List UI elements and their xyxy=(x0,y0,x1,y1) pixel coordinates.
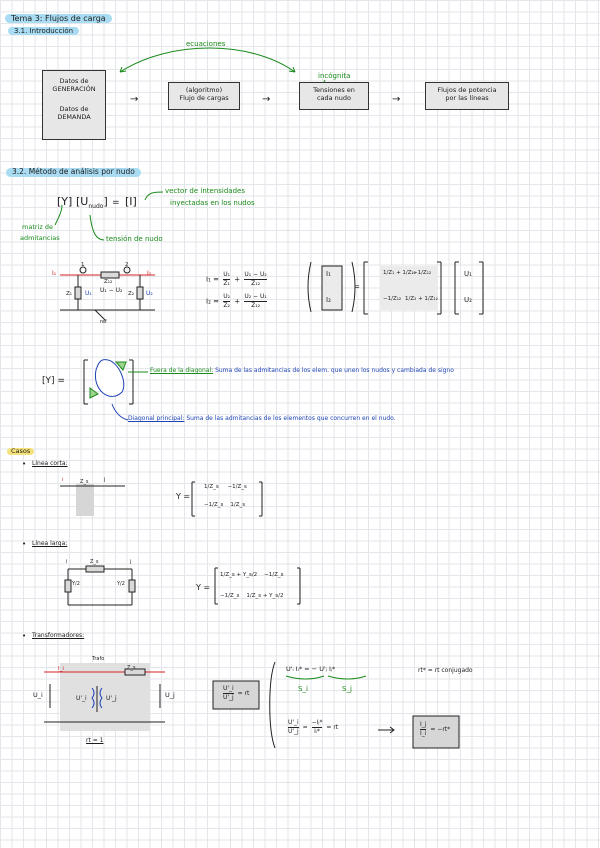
trafo-Uj-prime: U'_j xyxy=(106,695,117,702)
tension-label: tensión de nudo xyxy=(106,235,163,243)
eq1-frac1-den: Z₁ xyxy=(223,280,230,287)
eq2-frac2-num: U₂ − U₁ xyxy=(244,293,267,300)
trafo-current-ratio xyxy=(418,722,450,737)
eq1-frac2 xyxy=(244,272,266,287)
vector-U-sub: nudo xyxy=(88,203,104,211)
arrow-3: → xyxy=(392,94,401,105)
circuit-Z12: Z₁₂ xyxy=(104,279,113,285)
trafo-Uj: U_j xyxy=(165,691,175,699)
linea-larga-label xyxy=(32,541,67,548)
lc-Zs: Z_s xyxy=(80,479,89,485)
eq-row-1 xyxy=(206,272,269,287)
circuit-I1: I₁ xyxy=(52,270,57,277)
circuit-U1mU2: U₁ − U₂ xyxy=(100,287,123,294)
page-title: Tema 3: Flujos de carga xyxy=(5,14,112,23)
trafo-Ii: I_i xyxy=(58,666,64,672)
transformadores-text: Transformadores: xyxy=(32,632,85,639)
vector-U-label: [U xyxy=(76,195,89,208)
ecuaciones-label: ecuaciones xyxy=(186,40,226,48)
ll-j: j xyxy=(130,559,132,565)
eq1-frac2-num: U₁ − U₂ xyxy=(244,271,267,278)
circuit-U1: U₁ xyxy=(85,290,92,297)
power-flow-box xyxy=(425,82,509,110)
ll-ymat-row1: 1/Z_s + Y_s/2 −1/Z_s xyxy=(220,572,284,578)
trafo-Sj: S_j xyxy=(342,685,352,693)
main-diagonal-text: Suma de las admitancias de los elementos que concurren en el nudo. xyxy=(186,415,396,422)
eq1-frac1 xyxy=(223,272,230,287)
transformadores-label xyxy=(32,633,84,640)
ratio-frac2-num: −Iⱼ* xyxy=(311,719,323,726)
trafo-Si: S_i xyxy=(298,685,308,693)
eq1-plus: + xyxy=(234,275,241,284)
rt-conj-note: rt* = rt conjugado xyxy=(418,667,473,674)
box1-line4: DEMANDA xyxy=(57,113,91,121)
lc-i: i xyxy=(62,477,64,483)
vector-U: $[U_{nudo}]$ xyxy=(76,195,108,211)
trafo-rt-one-text: rt = 1 xyxy=(86,737,104,744)
circuit-I2: I₂ xyxy=(147,270,152,277)
ll-ymat-row2: −1/Z_s 1/Z_s + Y_s/2 xyxy=(220,593,284,599)
bullet-2: • xyxy=(22,540,27,548)
cur-frac xyxy=(420,722,426,737)
arrow-2: → xyxy=(262,94,271,105)
vec-U2: U₂ xyxy=(464,296,472,304)
trafo-Ui: U_i xyxy=(33,691,43,699)
rt-frac-den: U'_j xyxy=(223,694,234,701)
rt-frac-num: U'_i xyxy=(223,685,234,692)
box4-line2: por las líneas xyxy=(445,94,489,102)
box2-line1: (algoritmo) xyxy=(185,86,223,94)
ymat-11: 1/Z₁ + 1/Z₁₂ xyxy=(383,270,416,276)
ratio-frac1-num: U'_i xyxy=(288,719,299,726)
cur-frac-den: I_i xyxy=(420,730,427,737)
eq2-frac2 xyxy=(244,294,266,309)
lc-Y-eq: Y = xyxy=(176,492,191,501)
ratio-frac1-den: U'_j xyxy=(288,728,299,735)
box2-line2: Flujo de cargas xyxy=(179,94,229,102)
box1-line1: Datos de xyxy=(59,77,89,85)
ll-Y-eq: Y = xyxy=(196,583,211,592)
eq2-frac1-num: U₂ xyxy=(223,293,230,300)
eq2-plus: + xyxy=(234,297,241,306)
arrow-1: → xyxy=(130,94,139,105)
ratio-frac1 xyxy=(288,720,299,735)
ratio-eq1: = xyxy=(302,724,308,731)
rt-eq: = rt xyxy=(237,690,250,697)
circuit-ref: ref xyxy=(100,319,107,325)
circuit-U2: U₂ xyxy=(146,290,153,297)
trafo-Ui-prime: U'_i xyxy=(76,695,87,702)
lc-j: j xyxy=(104,477,106,483)
ll-Zs: Z_s xyxy=(90,559,99,565)
main-diagonal-row xyxy=(128,416,396,423)
ll-i: i xyxy=(66,559,68,565)
matrix-equals: = xyxy=(354,283,360,291)
lc-ymat-row2: −1/Z_s 1/Z_s xyxy=(204,502,246,508)
ratio-frac2-den: Iᵢ* xyxy=(314,728,320,735)
lc-ymat-row1: 1/Z_s −1/Z_s xyxy=(204,484,247,490)
box3-line1: Tensiones en xyxy=(313,86,355,94)
main-diagonal-label: Diagonal principal: xyxy=(128,415,185,422)
box3-line2: cada nudo xyxy=(316,94,352,102)
linea-corta-label xyxy=(32,461,68,468)
section-method-title: 3.2. Método de análisis por nudo xyxy=(6,168,141,177)
eq2-frac1-den: Z₂ xyxy=(223,302,230,309)
box1-line2: GENERACIÓN xyxy=(52,85,96,93)
ymat-22: 1/Z₂ + 1/Z₁₂ xyxy=(405,296,438,302)
eq2-frac1 xyxy=(223,294,230,309)
eq1-frac1-num: U₁ xyxy=(223,271,230,278)
ymat-21: −1/Z₁₂ xyxy=(383,296,402,302)
eq1-lhs: I₁ = xyxy=(206,275,219,284)
box4-line1: Flujos de potencia xyxy=(437,86,497,94)
trafo-ratio-eq xyxy=(286,720,338,735)
eq2-lhs: I₂ = xyxy=(206,297,219,306)
off-diagonal-label: Fuera de la diagonal: xyxy=(150,367,214,374)
off-diagonal-text: Suma de las admitancias de los elem. que unen los nudos y cambiada de signo xyxy=(215,367,454,374)
ratio-eq2: = xyxy=(326,724,332,731)
ll-Y-half-right: Y/2 xyxy=(117,581,125,587)
vector-I: [I] xyxy=(125,195,137,208)
matrix-Y: [Y] xyxy=(57,195,73,208)
eq1-frac2-den: Z₁₂ xyxy=(251,280,261,287)
eq2-frac2-den: Z₁₂ xyxy=(251,302,261,309)
circuit-Z1: Z₁ xyxy=(66,291,72,297)
ratio-rt: rt xyxy=(333,724,339,731)
ymat-12: −1/Z₁₂ xyxy=(413,270,432,276)
off-diagonal-row xyxy=(150,368,454,375)
cur-eq: = −rt* xyxy=(430,726,451,733)
rt-frac xyxy=(223,686,234,701)
trafo-label: Trafo xyxy=(92,656,105,662)
section-intro-title: 3.1. Introducción xyxy=(8,27,79,35)
linea-larga-text: Línea larga: xyxy=(32,540,68,547)
vec-U1: U₁ xyxy=(464,270,472,278)
vector-label-2: inyectadas en los nudos xyxy=(170,199,255,207)
eq-row-2 xyxy=(206,294,269,309)
linea-corta-text: Línea corta: xyxy=(32,460,68,467)
circuit-node1: 1 xyxy=(81,262,85,268)
data-input-box xyxy=(42,70,106,140)
cur-frac-num: I_j xyxy=(420,721,427,728)
trafo-power-eq: U'ᵢ Iᵢ* = − U'ⱼ Iⱼ* xyxy=(286,665,336,673)
circuit-node2: 2 xyxy=(125,262,129,268)
incognita-label: incógnita xyxy=(318,72,351,80)
vec-I1: I₁ xyxy=(326,270,331,278)
algorithm-box xyxy=(168,82,240,110)
circuit-Z2: Z₂ xyxy=(128,291,134,297)
vector-label-1: vector de intensidades xyxy=(165,187,245,195)
bullet-1: • xyxy=(22,460,27,468)
trafo-Zs: Z_s xyxy=(127,665,136,671)
eq-equals: = xyxy=(112,198,120,208)
voltages-box xyxy=(299,82,369,110)
Y-matrix-eq: [Y] = xyxy=(42,376,65,386)
ll-Y-half-left: Y/2 xyxy=(72,581,80,587)
trafo-rt-ratio xyxy=(221,686,249,701)
bullet-3: • xyxy=(22,632,27,640)
ratio-frac2 xyxy=(312,720,323,735)
trafo-rt-one xyxy=(86,738,103,745)
matriz-label-1: matriz de xyxy=(22,223,53,231)
box1-line3: Datos de xyxy=(59,105,89,113)
casos-title: Casos xyxy=(7,448,34,455)
matriz-label-2: admitancias xyxy=(20,234,60,242)
vec-I2: I₂ xyxy=(326,296,331,304)
